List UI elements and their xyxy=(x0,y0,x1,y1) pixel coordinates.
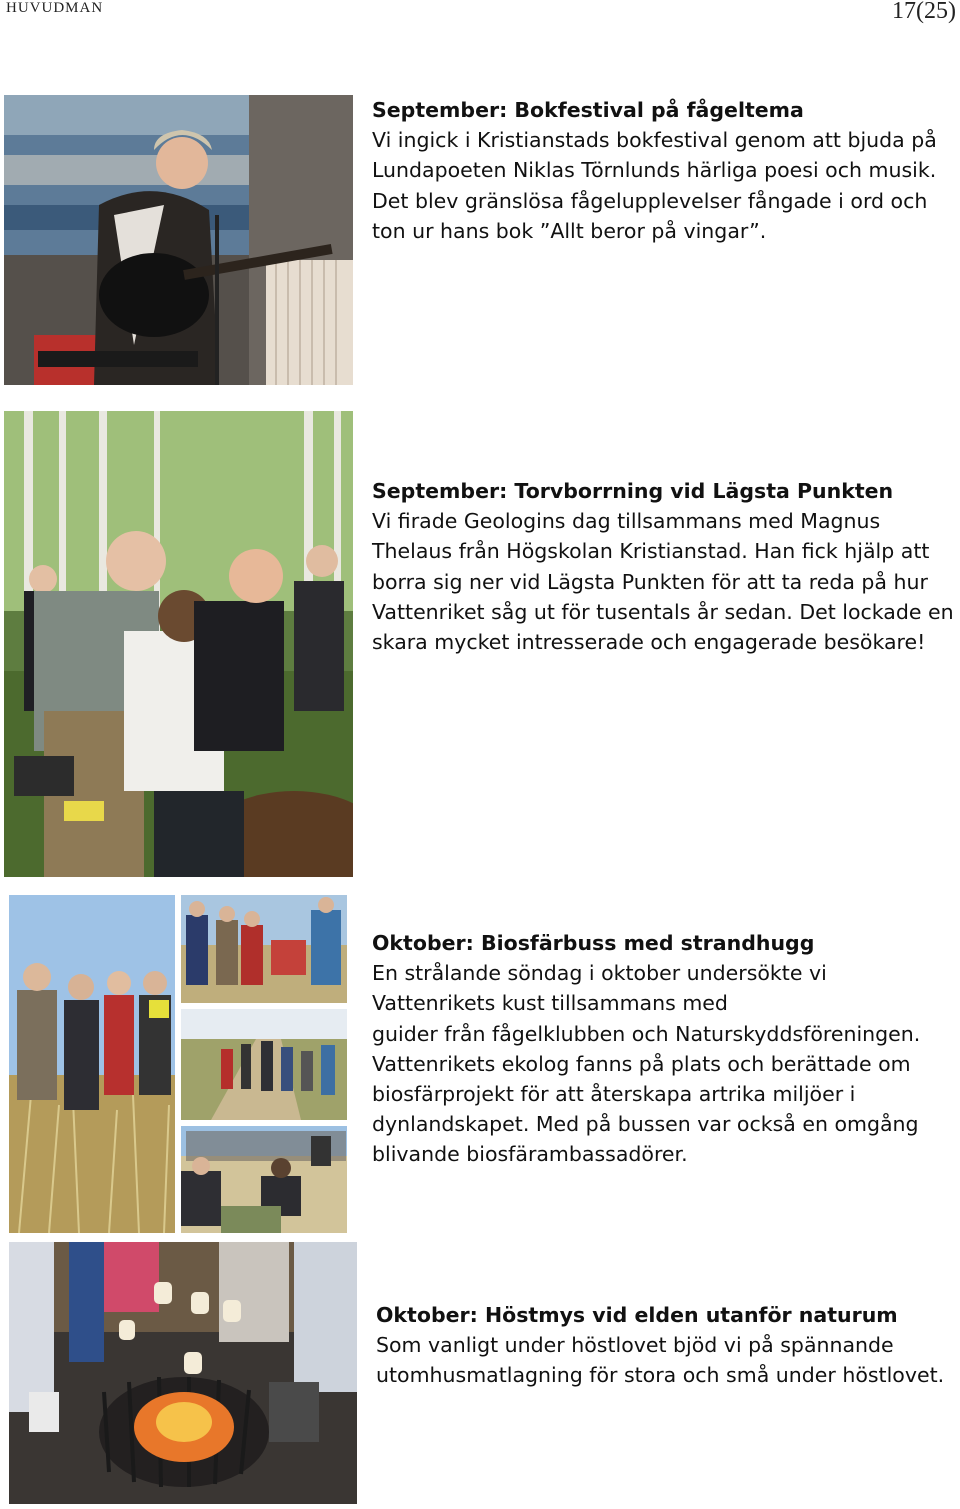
section-text-line: guider från fågelklubben och Naturskyddsföreningen. xyxy=(372,1021,921,1046)
section-text-line: Vattenrikets kust tillsammans med xyxy=(372,991,728,1016)
section-torvborrning xyxy=(372,476,954,657)
section-text-line: blivande biosfärambassadörer. xyxy=(372,1142,688,1167)
section-heading: September: Bokfestival på fågeltema xyxy=(372,98,804,122)
photo-peat-drilling xyxy=(4,411,353,877)
section-text-line: borra sig ner vid Lägsta Punkten för att ta reda på hur xyxy=(372,569,928,594)
photo-group-walking xyxy=(181,1009,347,1120)
section-text-line: biosfärprojekt för att återskapa artrika miljöer i xyxy=(372,1082,856,1107)
section-text-line: En strålande söndag i oktober undersökte vi xyxy=(372,961,827,986)
section-text-line: Vi ingick i Kristianstads bokfestival genom att bjuda på xyxy=(372,128,937,153)
section-text-line: Det blev gränslösa fågelupplevelser fångade i ord och xyxy=(372,188,928,213)
section-text-line: dynlandskapet. Med på bussen var också en omgång xyxy=(372,1112,919,1137)
section-text-line: utomhusmatlagning för stora och små under höstlovet. xyxy=(376,1363,945,1388)
photo-group-resting xyxy=(181,895,347,1003)
section-text-line: Vi firade Geologins dag tillsammans med Magnus xyxy=(372,509,881,534)
section-heading: September: Torvborrning vid Lägsta Punkten xyxy=(372,479,894,503)
section-text-line: Thelaus från Högskolan Kristianstad. Han fick hjälp att xyxy=(372,539,930,564)
section-bokfestival xyxy=(372,95,937,246)
section-text-line: Lundapoeten Niklas Törnlunds härliga poesi och musik. xyxy=(372,158,937,183)
section-text-line: Som vanligt under höstlovet bjöd vi på spännande xyxy=(376,1333,894,1358)
section-text-line: Vattenriket såg ut för tusentals år sedan. Det lockade en xyxy=(372,599,954,624)
photo-musician-guitar xyxy=(4,95,353,385)
section-text-line: Vattenrikets ekolog fanns på plats och berättade om xyxy=(372,1051,911,1076)
section-text-line: ton ur hans bok ”Allt beror på vingar”. xyxy=(372,218,767,243)
section-hostmys xyxy=(376,1300,944,1391)
section-heading: Oktober: Biosfärbuss med strandhugg xyxy=(372,931,815,955)
page-number: 17(25) xyxy=(892,0,956,24)
photo-birdwatchers-dunes xyxy=(9,895,175,1233)
photo-campfire-marshmallows xyxy=(9,1242,357,1504)
header-section-label: HUVUDMAN xyxy=(6,0,104,16)
section-text-line: skara mycket intresserade och engagerade besökare! xyxy=(372,630,926,655)
photo-examining-plants xyxy=(181,1126,347,1233)
section-heading: Oktober: Höstmys vid elden utanför naturum xyxy=(376,1303,898,1327)
section-biosfarbuss xyxy=(372,928,920,1170)
